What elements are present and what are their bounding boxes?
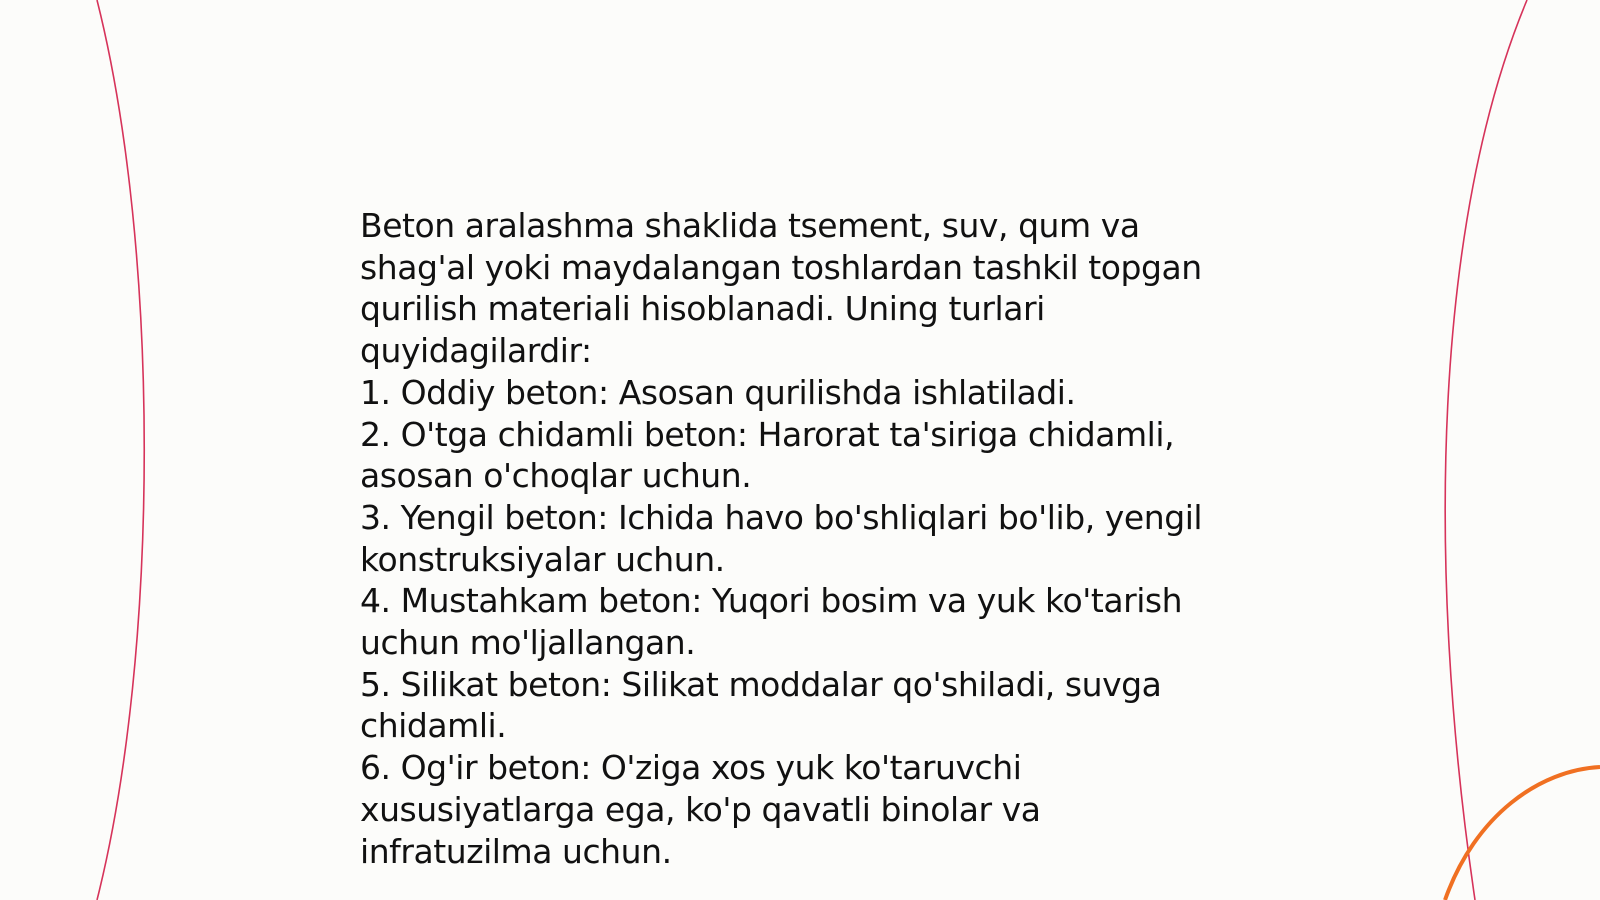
list-item-6: 6. Og'ir beton: O'ziga xos yuk ko'taruvchi xususiyatlarga ega, ko'p qavatli binolar va infratuzilma uchun. [360,748,1041,871]
right-curve-line [1445,0,1527,900]
list-item-3: 3. Yengil beton: Ichida havo bo'shliqlari bo'lib, yengil konstruksiyalar uchun. [360,497,1203,579]
list-item-4: 4. Mustahkam beton: Yuqori bosim va yuk ko'tarish uchun mo'ljallangan. [360,581,1183,663]
list-item-5: 5. Silikat beton: Silikat moddalar qo'shiladi, suvga chidamli. [360,664,1162,746]
left-curve-line [97,0,144,900]
slide-body-text [360,205,1240,872]
intro-paragraph: Beton aralashma shaklida tsement, suv, qum va shag'al yoki maydalangan toshlardan tashkil topgan qurilish materiali hisoblanadi. Uning turlari quyidagilardir: [360,206,1202,371]
orange-arc-decoration [1445,767,1600,900]
list-item-1: 1. Oddiy beton: Asosan qurilishda ishlatiladi. [360,372,1076,412]
list-item-2: 2. O'tga chidamli beton: Harorat ta'siriga chidamli, asosan o'choqlar uchun. [360,414,1175,496]
